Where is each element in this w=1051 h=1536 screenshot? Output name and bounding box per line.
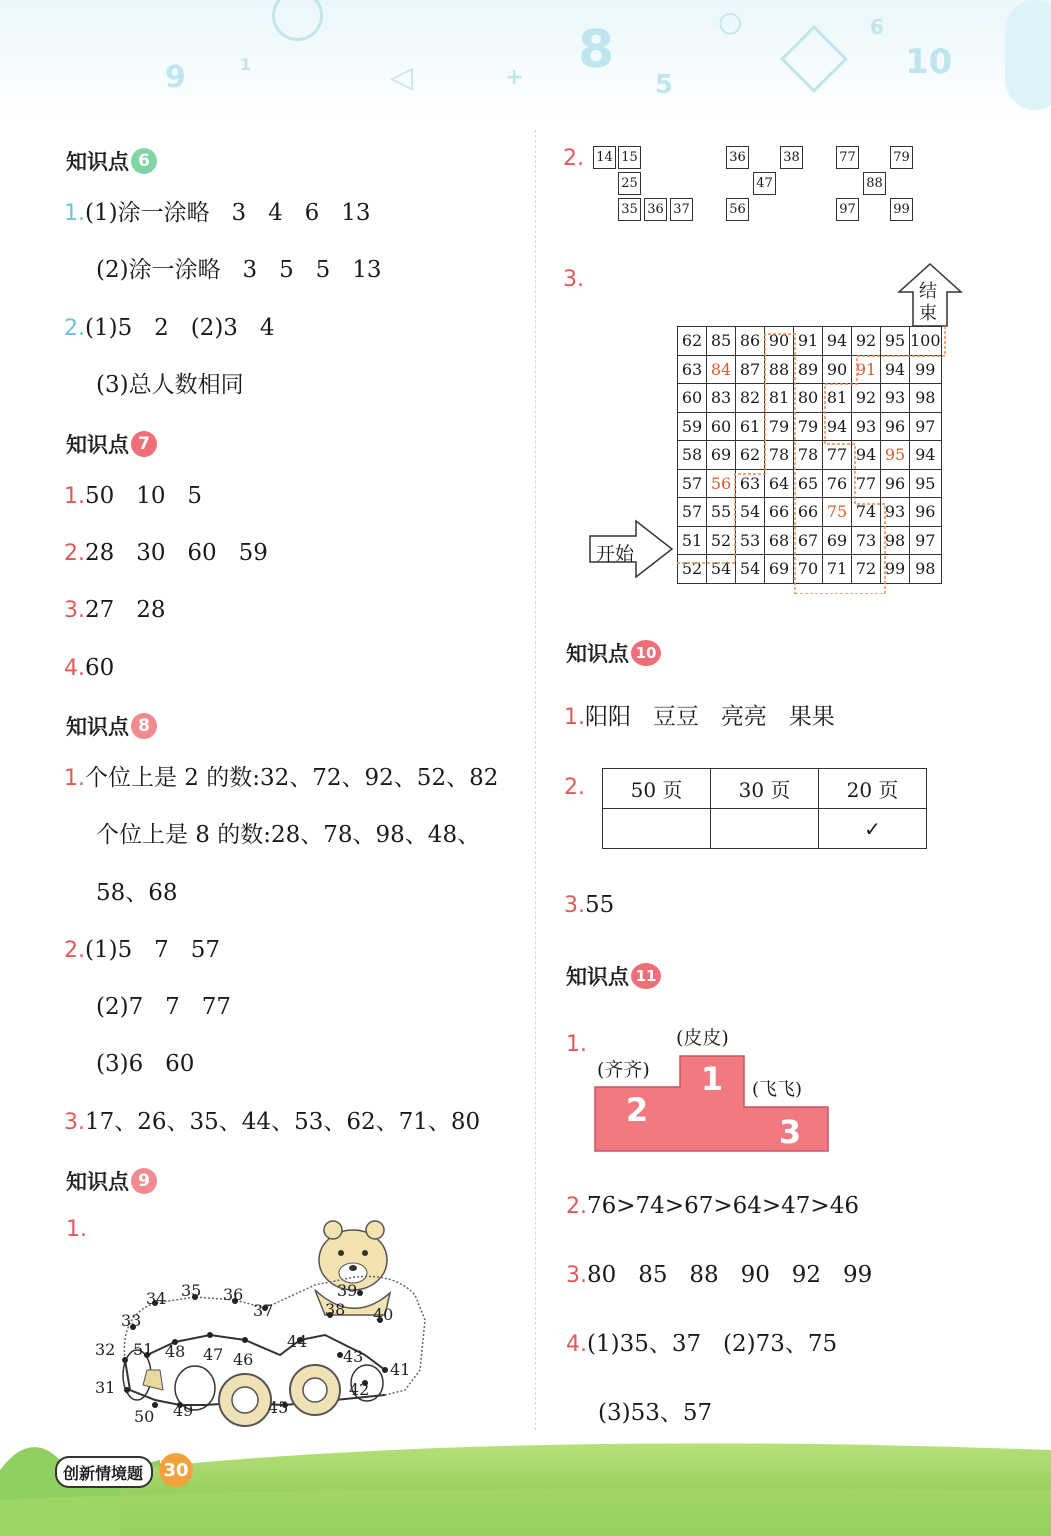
grid-cell: 79 [794,412,823,441]
number-cell: 35 [618,198,641,221]
q-number: 2. [64,316,85,341]
grid-cell: 57 [678,498,707,527]
q-number: 2. [64,938,85,963]
column-divider [535,130,536,1430]
grid-cell: 68 [765,526,794,555]
grid-cell: 90 [823,355,852,384]
podium-rank-1: 1 [700,1060,724,1098]
podium-name-1: (皮皮) [676,1027,729,1049]
grid-cell: 71 [823,555,852,584]
k10-line-2 [564,776,585,799]
grid-cell: 85 [707,327,736,356]
badge-8: 8 [131,713,157,739]
answer: 阳阳 豆豆 亮亮 果果 [585,704,835,730]
dot-label: 38 [325,1300,346,1319]
grid-cell: 94 [881,355,910,384]
grid-cell: 95 [910,469,942,498]
grid-cell: 70 [794,555,823,584]
page-number: 30 [159,1453,193,1487]
q-number: 1. [64,766,85,791]
q-number: 2. [566,1194,587,1219]
number-cell: 36 [644,198,667,221]
dot-label: 37 [253,1301,274,1320]
dot-label: 47 [203,1345,224,1364]
badge-7: 7 [131,431,157,457]
k8-line-6: (3)6 60 [96,1051,195,1077]
grid-cell: 100 [910,327,942,356]
k6-line-4: (3)总人数相同 [96,372,244,398]
grid-cell: 98 [910,384,942,413]
grid-cell: 77 [852,469,881,498]
grid-cell: 67 [794,526,823,555]
q-number: 1. [66,1217,87,1242]
grid-cell: 99 [881,555,910,584]
grid-cell: 66 [794,498,823,527]
grid-cell: 60 [678,384,707,413]
badge-11: 11 [631,963,661,989]
grid-cell: 97 [910,412,942,441]
grid-cell: 99 [910,355,942,384]
dot-label: 34 [146,1289,167,1308]
grid-cell: 54 [736,555,765,584]
grid-cell: 89 [794,355,823,384]
grid-cell: 77 [823,441,852,470]
badge-9: 9 [131,1168,157,1194]
badge-6: 6 [131,148,157,174]
dot-label: 42 [349,1380,370,1399]
grid-cell: 76 [823,469,852,498]
grid-cell: 54 [707,555,736,584]
q-number: 3. [566,1263,587,1288]
grid-cell: 75 [823,498,852,527]
k8-line-3: 58、68 [96,880,178,906]
grid-cell: 57 [678,469,707,498]
q-number: 3. [563,267,584,292]
k6-line-3 [64,317,275,340]
heading-label: 知识点 [66,433,129,457]
grid-cell: 53 [736,526,765,555]
podium-rank-2: 2 [625,1091,649,1129]
number-cell: 97 [836,198,859,221]
k8-line-5: (2)7 7 77 [96,994,231,1020]
dot-label: 45 [268,1398,289,1417]
grid-cell: 55 [707,498,736,527]
k11-line-2 [566,1195,859,1218]
number-cell: 56 [726,198,749,221]
grid-cell: 94 [823,327,852,356]
answer: (1)35、37 (2)73、75 [587,1331,838,1357]
grid-cell: 59 [678,412,707,441]
grid-cell: 93 [881,498,910,527]
grid-cell: 96 [910,498,942,527]
grid-cell: 81 [823,384,852,413]
k7-line-1 [64,485,202,508]
heading-k8 [66,711,157,741]
grid-cell: 78 [794,441,823,470]
grid-cell: 98 [910,555,942,584]
grid-cell: 84 [707,355,736,384]
dot-label: 50 [134,1407,155,1426]
grid-cell: 61 [736,412,765,441]
q-number: 2. [564,775,585,800]
dot-label: 51 [133,1340,154,1359]
answer: 17、26、35、44、53、62、71、80 [85,1109,481,1135]
heading-label: 知识点 [566,965,629,989]
grid-cell: 54 [736,498,765,527]
grid-cell: 83 [707,384,736,413]
end-char: 结 [919,281,937,302]
heading-k10 [566,638,661,668]
k6-line-1 [64,202,370,225]
dot-label: 36 [223,1285,244,1304]
grid-cell: 82 [736,384,765,413]
q-number: 3. [64,1110,85,1135]
answer: 55 [585,892,615,918]
grid-cell: 73 [852,526,881,555]
number-cell: 25 [618,172,641,195]
table-header: 50 页 [603,769,711,809]
q-number: 3. [564,893,585,918]
badge-10: 10 [631,640,661,666]
q-number: 3. [64,598,85,623]
number-cell: 37 [670,198,693,221]
grid-cell: 60 [707,412,736,441]
q-number: 1. [566,1032,587,1057]
heading-label: 知识点 [66,715,129,739]
k7-line-3 [64,599,165,622]
footer [0,1430,1051,1536]
answer: (1)5 2 (2)3 4 [85,315,275,341]
dot-label: 48 [165,1342,186,1361]
grid-cell: 94 [823,412,852,441]
dot-label: 43 [343,1347,364,1366]
q-number: 1. [64,484,85,509]
grid-cell: 94 [852,441,881,470]
heading-k6 [66,146,157,176]
q-number: 4. [566,1332,587,1357]
grid-cell: 88 [765,355,794,384]
answer: 个位上是 2 的数:32、72、92、52、82 [85,765,499,791]
grid-cell: 87 [736,355,765,384]
k11-line-5: (3)53、57 [598,1400,713,1426]
podium-name-2: (齐齐) [597,1059,650,1081]
dot-label: 40 [373,1305,394,1324]
end-label [919,281,937,325]
answer: 60 [85,655,115,681]
footer-grass [0,1430,1051,1536]
dot-label: 39 [337,1281,358,1300]
answer: 80 85 88 90 92 99 [587,1262,873,1288]
grid-cell: 62 [736,441,765,470]
k8-line-4 [64,939,220,962]
maze-path [677,326,949,594]
answer: 50 10 5 [85,483,203,509]
k8-line-2: 个位上是 8 的数:28、78、98、48、 [96,822,481,848]
grid-cell: 93 [852,412,881,441]
number-cell: 88 [863,172,886,195]
podium-rank-3: 3 [778,1113,802,1151]
grid-cell: 95 [881,327,910,356]
number-cell: 99 [890,198,913,221]
grid-cell: 96 [881,412,910,441]
start-label: 开始 [596,543,635,565]
answer: (1)5 7 57 [85,937,220,963]
grid-cell: 96 [881,469,910,498]
dot-car-illustration [85,1205,435,1430]
grid-cell: 93 [881,384,910,413]
k9-line-1 [66,1218,87,1241]
dot-label: 46 [233,1350,254,1369]
table-cell [711,809,819,849]
heading-label: 知识点 [66,1170,129,1194]
number-cell: 36 [726,146,749,169]
number-cell: 14 [593,146,616,169]
grid-cell: 92 [852,327,881,356]
table-header: 20 页 [819,769,927,809]
q-number: 1. [564,705,585,730]
table-cell [603,809,711,849]
grid-cell: 51 [678,526,707,555]
grid-cell: 98 [881,526,910,555]
grid-cell: 58 [678,441,707,470]
heading-label: 知识点 [566,642,629,666]
grid-cell: 74 [852,498,881,527]
grid-cell: 72 [852,555,881,584]
grid-cell: 92 [852,384,881,413]
grid-cell: 62 [678,327,707,356]
grid-cell: 65 [794,469,823,498]
q-number: 1. [64,201,85,226]
heading-label: 知识点 [66,150,129,174]
podium-name-3: (飞飞) [752,1079,803,1100]
k7-line-2 [64,542,268,565]
top-decoration: 9 1 ◁ + 8 5 ○ 6 10 [0,0,1051,120]
pages-table [602,768,927,849]
grid-cell: 78 [765,441,794,470]
k10-line-3 [564,894,614,917]
grid-cell: 95 [881,441,910,470]
grid-cell: 52 [707,526,736,555]
number-cell: 15 [618,146,641,169]
grid-cell: 94 [910,441,942,470]
dot-label: 41 [390,1360,411,1379]
dot-label: 35 [181,1281,202,1300]
k11-line-1 [566,1033,587,1056]
dot-label: 32 [95,1340,116,1359]
number-cell: 77 [836,146,859,169]
q-number: 2. [563,146,584,171]
grid-cell: 69 [707,441,736,470]
grid-cell: 63 [736,469,765,498]
answer: 76>74>67>64>47>46 [587,1193,859,1219]
answer: 28 30 60 59 [85,540,268,566]
q-number: 2. [64,541,85,566]
grid-cell: 69 [765,555,794,584]
grid-cell: 86 [736,327,765,356]
r-q3-label [563,268,584,291]
grid-cell: 56 [707,469,736,498]
dot-label: 31 [95,1378,116,1397]
q-number: 4. [64,656,85,681]
number-cell: 47 [753,172,776,195]
footer-label-text: 创新情境题 [63,1463,144,1483]
number-cell: 38 [780,146,803,169]
k10-line-1 [564,706,835,729]
grid-cell: 81 [765,384,794,413]
r-q2-label [563,147,584,170]
grid-cell: 97 [910,526,942,555]
end-char: 束 [919,303,937,324]
grid-cell: 63 [678,355,707,384]
grid-cell: 79 [765,412,794,441]
heading-k7 [66,429,157,459]
heading-k9 [66,1166,157,1196]
k11-line-4 [566,1333,837,1356]
number-cell: 79 [890,146,913,169]
dot-label: 44 [287,1332,308,1351]
table-header: 30 页 [711,769,819,809]
grid-cell: 52 [678,555,707,584]
answer: (1)涂一涂略 3 4 6 13 [85,200,371,226]
grid-cell: 91 [852,355,881,384]
dot-label: 33 [121,1311,142,1330]
grid-cell: 91 [794,327,823,356]
k8-line-7 [64,1111,480,1134]
check-mark: ✓ [819,809,927,849]
grid-cell: 64 [765,469,794,498]
k8-line-1 [64,767,498,790]
footer-label [55,1456,153,1488]
grid-cell: 66 [765,498,794,527]
grid-cell: 69 [823,526,852,555]
answer: 27 28 [85,597,166,623]
heading-k11 [566,961,661,991]
k7-line-4 [64,657,114,680]
k11-line-3 [566,1264,872,1287]
k6-line-2: (2)涂一涂略 3 5 5 13 [96,257,382,283]
grid-cell: 80 [794,384,823,413]
grid-cell: 90 [765,327,794,356]
dot-label: 49 [173,1401,194,1420]
